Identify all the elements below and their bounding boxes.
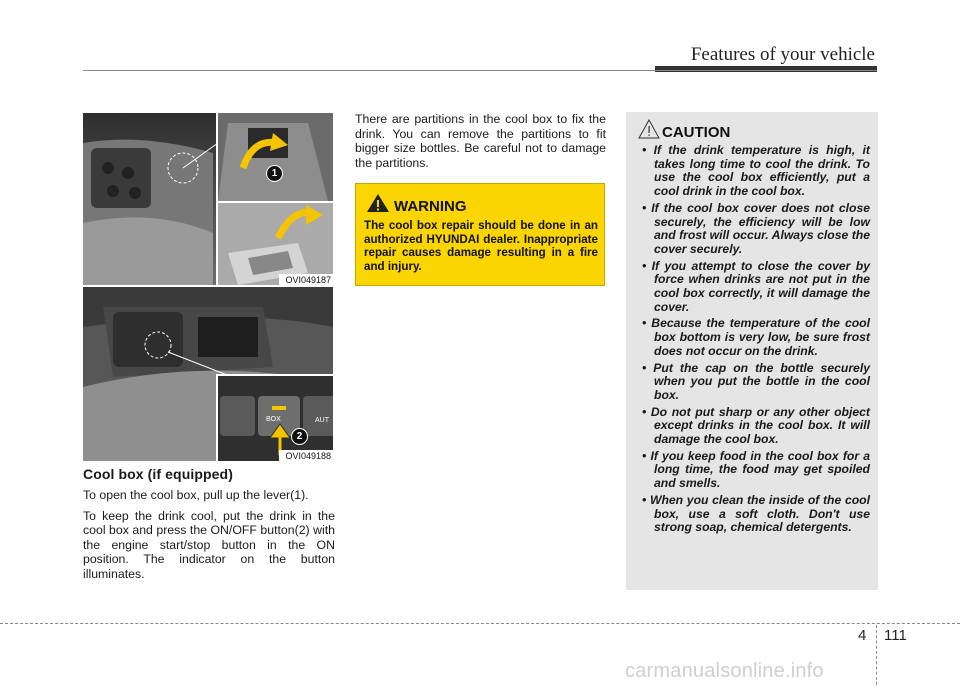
header-rule: [83, 70, 877, 71]
header-accent-bar: [655, 66, 877, 72]
caution-item: • If you keep food in the cool box for a long time, the food may get spoiled and smells.: [642, 448, 870, 491]
caution-item: • If you attempt to close the cover by force when drinks are not put in the cool box correctly, it will damage the cover.: [642, 258, 870, 314]
watermark: carmanualsonline.info: [625, 660, 824, 682]
partition-section: [355, 112, 606, 176]
caution-item: • If the drink temperature is high, it takes long time to cool the drink. To use the cool box efficiently, put a cool drink in the cool box.: [642, 143, 870, 199]
caution-title: CAUTION: [662, 124, 731, 141]
partition-inset: [216, 201, 333, 285]
cool-box-lever-photo: [83, 113, 333, 285]
cool-box-section: [83, 466, 335, 588]
chapter-number: 4: [858, 627, 867, 644]
cool-box-heading: Cool box (if equipped): [83, 466, 233, 482]
partition-inset-drawing: [218, 203, 333, 285]
figure-code: OVI049188: [279, 450, 333, 461]
caution-box: [626, 112, 878, 590]
lever-inset: [216, 113, 333, 203]
warning-box: [355, 183, 605, 286]
button-inset: [216, 374, 333, 461]
caution-list: [632, 144, 870, 538]
caution-item: • When you clean the inside of the cool box, use a soft cloth. Don't use strong soap, chemical detergents.: [642, 492, 871, 535]
callout-2: 2: [291, 428, 308, 445]
callout-1: 1: [266, 165, 283, 182]
cool-box-paragraph: To keep the drink cool, put the drink in the cool box and press the ON/OFF button(2) with the engine start/stop button in the ON position. The indicator on the button illuminates.: [83, 508, 335, 581]
cool-box-paragraph: To open the cool box, pull up the lever(1).: [83, 488, 309, 502]
caution-item: • If the cool box cover does not close securely, the efficiency will be low and frost will occur. Always close the cover securely.: [642, 200, 870, 256]
footer-divider: [876, 625, 877, 685]
warning-title: WARNING: [394, 198, 467, 215]
cool-box-button-photo: [83, 287, 333, 461]
caution-triangle-icon: [638, 119, 660, 139]
caution-item: • Do not put sharp or any other object except drinks in the cool box. It will damage the cool box.: [642, 404, 870, 447]
caution-item: • Because the temperature of the cool box bottom is very low, be sure frost does not occur on the drink.: [642, 316, 870, 358]
box-button-label: BOX: [266, 416, 281, 423]
caution-item: • Put the cap on the bottle securely when you put the bottle in the cool box.: [642, 360, 870, 402]
footer-rule: [0, 623, 960, 624]
page-number: 111: [884, 627, 907, 644]
auto-button-label: AUT: [315, 417, 329, 424]
section-title: Features of your vehicle: [690, 44, 875, 65]
warning-body: The cool box repair should be done in an authorized HYUNDAI dealer. Inappropriate repair causes damage resulting in a fire and injury.: [364, 219, 598, 273]
warning-triangle-icon: [366, 193, 390, 213]
figure-code: OVI049187: [279, 274, 333, 285]
partition-paragraph: There are partitions in the cool box to fix the drink. You can remove the partitions to fit bigger size bottles. Be careful not to damage the partitions.: [355, 112, 606, 170]
lever-inset-drawing: [218, 113, 333, 201]
